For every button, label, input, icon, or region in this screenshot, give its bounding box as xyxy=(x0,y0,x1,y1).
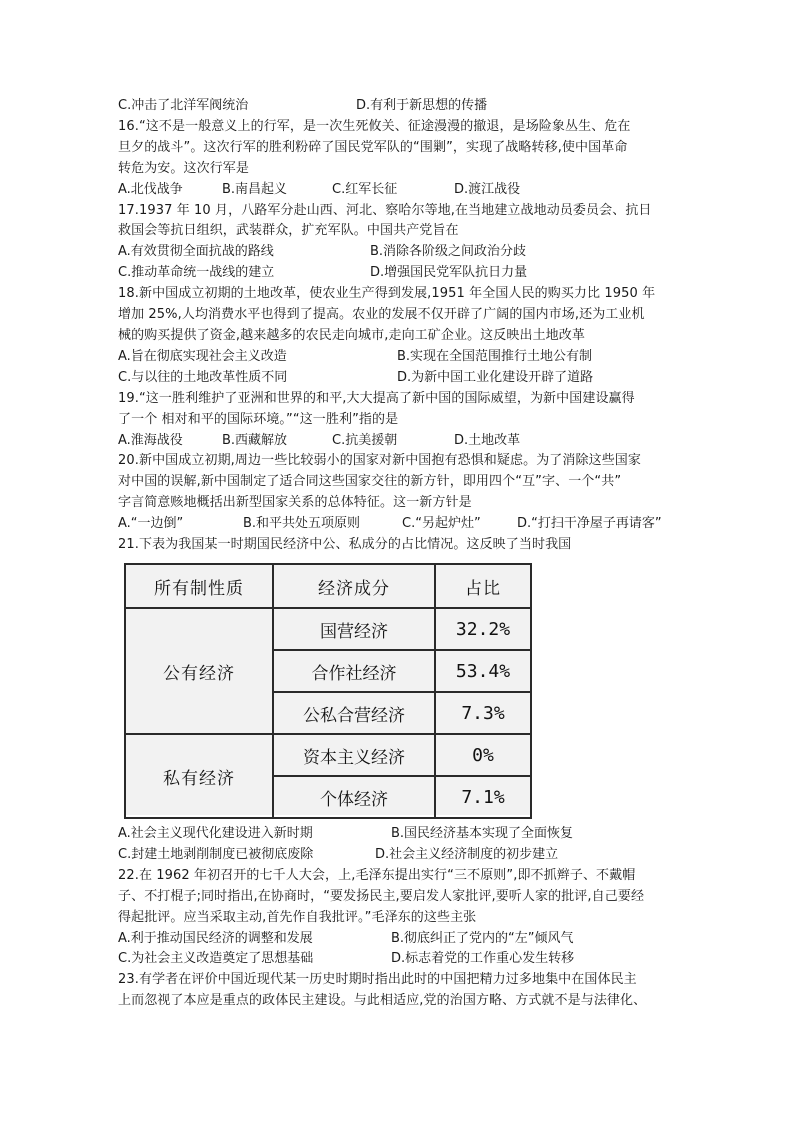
q16-stem-line-3: 转危为安。这次行军是 xyxy=(118,160,250,176)
q19-option-d: D.土地改革 xyxy=(454,432,521,448)
q16-stem-line-1: 16.“这不是一般意义上的行军，是一次生死攸关、征途漫漫的撤退，是场险象丛生、危在 xyxy=(118,118,631,134)
q18-option-b: B.实现在全国范围推行土地公有制 xyxy=(397,348,593,364)
q19-option-a: A.淮海战役 xyxy=(118,432,183,448)
component-cell: 合作社经济 xyxy=(273,650,435,692)
q19-stem-line-1: 19.“这一胜利维护了亚洲和世界的和平,大大提高了新中国的国际威望，为新中国建设赢得 xyxy=(118,390,635,406)
q19-stem-line-2: 了一个 相对和平的国际环境。”“这一胜利”指的是 xyxy=(118,411,399,427)
exam-page-top xyxy=(118,96,688,556)
public-economy-cell: 公有经济 xyxy=(125,608,273,734)
component-cell: 国营经济 xyxy=(273,608,435,650)
q19-options xyxy=(118,431,688,452)
q18-options-row-2 xyxy=(118,368,688,389)
q20-option-b: B.和平共处五项原则 xyxy=(243,516,361,532)
q18-stem-line-1: 18.新中国成立初期的土地改革，使农业生产得到发展,1951 年全国人民的购买力比 1950 年 xyxy=(118,286,656,302)
q16-option-d: D.渡江战役 xyxy=(454,181,521,197)
q17-option-a: A.有效贯彻全面抗战的路线 xyxy=(118,244,274,260)
q17-option-d: D.增强国民党军队抗日力量 xyxy=(370,265,528,281)
ratio-cell: 7.3% xyxy=(435,692,531,734)
q19-option-c: C.抗美援朝 xyxy=(332,432,398,448)
q17-options-row-1 xyxy=(118,242,688,263)
ratio-cell: 0% xyxy=(435,734,531,776)
q20-stem-line-1: 20.新中国成立初期,周边一些比较弱小的国家对新中国抱有恐惧和疑虑。为了消除这些国家 xyxy=(118,453,642,469)
q22-stem-line-3: 得起批评。应当采取主动,首先作自我批评。”毛泽东的这些主张 xyxy=(118,909,477,925)
header-component: 经济成分 xyxy=(273,564,435,608)
q23-stem-line-2: 上而忽视了本应是重点的政体民主建设。与此相适应,党的治国方略、方式就不是与法律化、 xyxy=(118,993,647,1009)
q16-option-b: B.南昌起义 xyxy=(222,181,288,197)
q15-option-d: D.有利于新思想的传播 xyxy=(356,98,488,113)
q17-option-c: C.推动革命统一战线的建立 xyxy=(118,265,275,281)
q15-option-c: C.冲击了北洋军阀统治 xyxy=(118,98,249,113)
q20-stem-line-3: 字言简意赅地概括出新型国家关系的总体特征。这一新方针是 xyxy=(118,495,472,511)
q18-option-a: A.旨在彻底实现社会主义改造 xyxy=(118,348,287,364)
q17-stem-line-2: 救国会等抗日组织，武装群众，扩充军队。中国共产党旨在 xyxy=(118,223,459,239)
q16-options xyxy=(118,180,688,201)
q16-option-c: C.红军长征 xyxy=(332,181,398,197)
table-row xyxy=(125,734,531,776)
q22-option-a: A.利于推动国民经济的调整和发展 xyxy=(118,930,313,946)
exam-page-bottom xyxy=(118,824,688,1012)
q22-stem-line-2: 子、不打棍子;同时指出,在协商时，“要发扬民主,要启发人家批评,要听人家的批评,自己要经 xyxy=(118,888,645,904)
q20-option-a: A.“一边倒” xyxy=(118,516,184,532)
q23-stem-line-1: 23.有学者在评价中国近现代某一历史时期时指出此时的中国把精力过多地集中在国体民主 xyxy=(118,972,637,988)
private-economy-cell: 私有经济 xyxy=(125,734,273,818)
ratio-cell: 7.1% xyxy=(435,776,531,818)
q21-option-c: C.封建土地剥削制度已被彻底废除 xyxy=(118,846,314,862)
q15-options xyxy=(118,96,688,117)
component-cell: 个体经济 xyxy=(273,776,435,818)
q18-options-row-1 xyxy=(118,347,688,368)
q19-option-b: B.西藏解放 xyxy=(222,432,288,448)
q22-stem-line-1: 22.在 1962 年初召开的七千人大会，上,毛泽东提出实行“三不原则”,即不抓辫子、不戴帽 xyxy=(118,867,636,883)
q20-option-c: C.“另起炉灶” xyxy=(402,516,481,532)
q22-option-c: C.为社会主义改造奠定了思想基础 xyxy=(118,951,314,967)
header-ratio: 占比 xyxy=(435,564,531,608)
q22-option-b: B.彻底纠正了党内的“左”倾风气 xyxy=(391,930,574,946)
ratio-cell: 32.2% xyxy=(435,608,531,650)
q16-option-a: A.北伐战争 xyxy=(118,181,183,197)
q20-option-d: D.“打扫干净屋子再请客” xyxy=(517,516,662,532)
q21-stem: 21.下表为我国某一时期国民经济中公、私成分的占比情况。这反映了当时我国 xyxy=(118,537,572,553)
q21-options-row-2 xyxy=(118,845,688,866)
q22-options-row-2 xyxy=(118,949,688,970)
ratio-cell: 53.4% xyxy=(435,650,531,692)
q21-options-row-1 xyxy=(118,824,688,845)
q22-option-d: D.标志着党的工作重心发生转移 xyxy=(391,951,575,967)
economy-ratio-table xyxy=(124,563,532,815)
q17-stem-line-1: 17.1937 年 10 月，八路军分赴山西、河北、察哈尔等地,在当地建立战地动员委员会、抗日 xyxy=(118,202,652,218)
q18-option-c: C.与以往的土地改革性质不同 xyxy=(118,369,288,385)
q20-options xyxy=(118,514,688,535)
q18-option-d: D.为新中国工业化建设开辟了道路 xyxy=(397,369,594,385)
table-row xyxy=(125,608,531,650)
q18-stem-line-2: 增加 25%,人均消费水平也得到了提高。农业的发展不仅开辟了广阔的国内市场,还为工业机 xyxy=(118,307,645,323)
q21-option-d: D.社会主义经济制度的初步建立 xyxy=(375,846,559,862)
q18-stem-line-3: 械的购买提供了资金,越来越多的农民走向城市,走向工矿企业。这反映出土地改革 xyxy=(118,327,585,343)
q21-option-a: A.社会主义现代化建设进入新时期 xyxy=(118,826,313,841)
q17-options-row-2 xyxy=(118,263,688,284)
q21-option-b: B.国民经济基本实现了全面恢复 xyxy=(391,826,574,841)
q16-stem-line-2: 旦夕的战斗”。这次行军的胜利粉碎了国民党军队的“围剿”，实现了战略转移,使中国革命 xyxy=(118,139,628,155)
component-cell: 公私合营经济 xyxy=(273,692,435,734)
q17-option-b: B.消除各阶级之间政治分歧 xyxy=(370,244,527,260)
header-ownership: 所有制性质 xyxy=(125,564,273,608)
component-cell: 资本主义经济 xyxy=(273,734,435,776)
q22-options-row-1 xyxy=(118,929,688,950)
q20-stem-line-2: 对中国的误解,新中国制定了适合同这些国家交往的新方针，即用四个“互”字、一个“共” xyxy=(118,474,622,490)
